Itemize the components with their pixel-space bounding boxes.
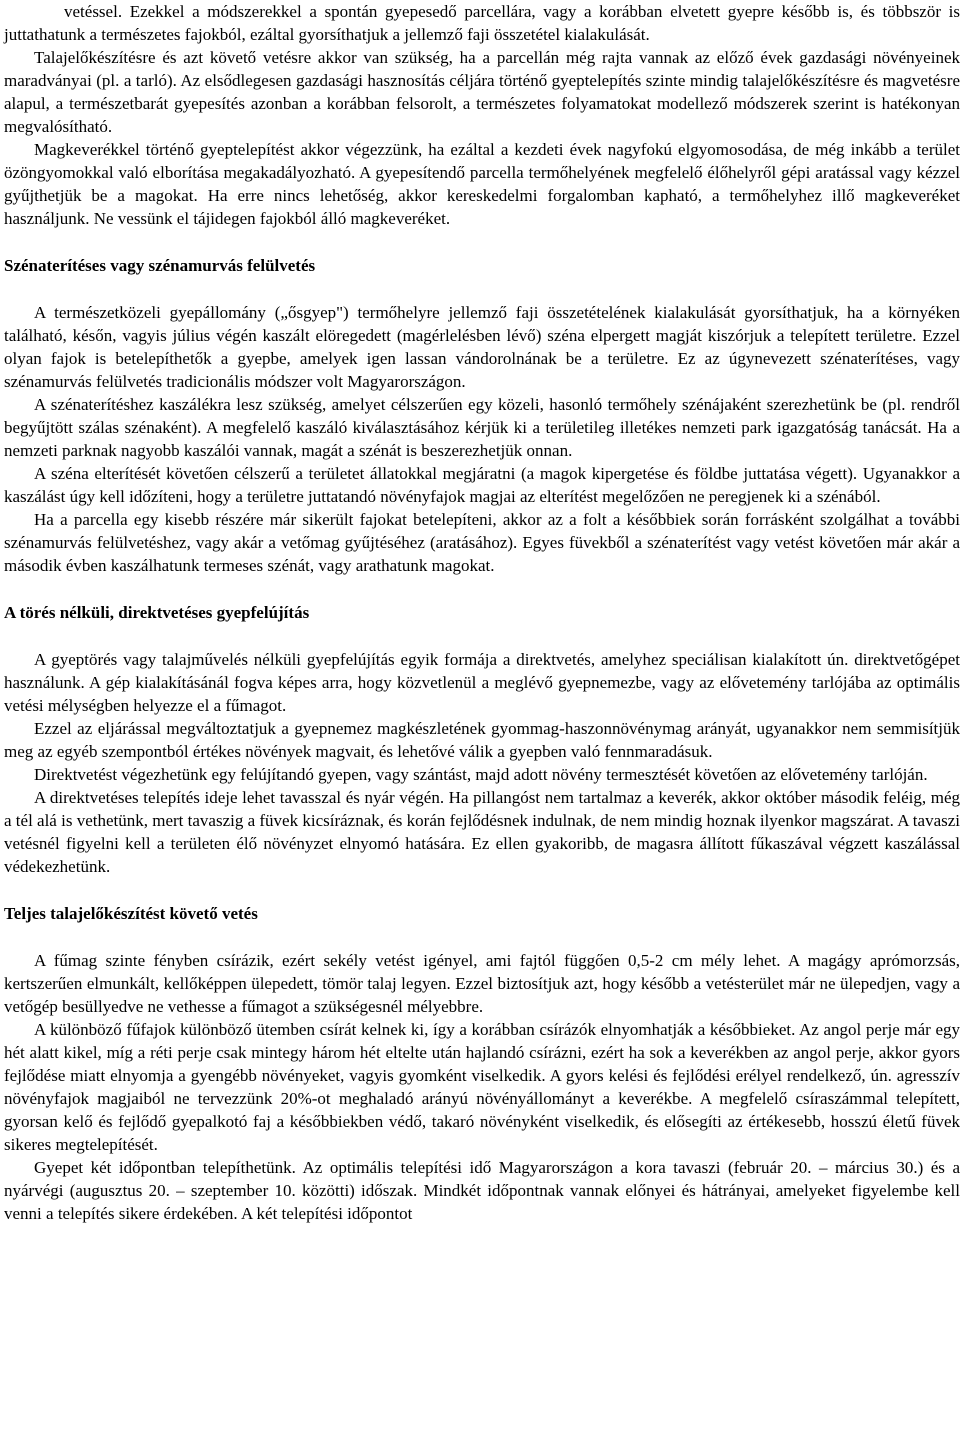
paragraph-continuation: vetéssel. Ezekkel a módszerekkel a spontán gyepesedő parcellára, vagy a korábban elvetett gyepre később is, és többször is juttathatunk a természetes fajokból, ezáltal gyorsíthatjuk a jellemző faji összetétel kialakulását. bbox=[4, 2, 960, 44]
paragraph-hay-1: A természetközeli gyepállomány („ősgyep") termőhelyre jellemző faji összetételének kialakulását gyorsíthatjuk, ha a környéken található, későn, vagyis július végén kaszált elöregedett (magérlelésben lévő) széna elpergett magját kiszórjuk a telepített területre. Ezzel olyan fajok is betelepíthetők a gyepbe, amelyek igen lassan vándorolnának be a területre. Ez az úgynevezett szénaterítéses, vagy szénamurvás felülvetés tradicionális módszer volt Magyarországon. bbox=[4, 303, 960, 391]
paragraph-direct-4: A direktvetéses telepítés ideje lehet tavasszal és nyár végén. Ha pillangóst nem tartalmaz a keverék, akkor október második feléig, még a tél alá is vethetünk, mert tavaszig a füvek kicsíráznak, és korán fejlődésnek indulnak, de nem mindig hoznak ilyenkor magszárat. A tavaszi vetésnél figyelni kell a területen élő növényzet elnyomó hatására. Ez ellen gyakoribb, de magasra állított fűkaszával végzett kaszálással védekezhetünk. bbox=[4, 788, 960, 876]
paragraph-hay-2: A szénaterítéshez kaszálékra lesz szükség, amelyet célszerűen egy közeli, hasonló termőhely szénájaként szerezhetünk be (pl. rendről begyűjtött szálas szénaként). A megfelelő kaszáló kiválasztásához kérjük ki a területileg illetékes nemzeti park igazgatóság tanácsát. Ha a nemzeti parknak nagyobb kaszálói vannak, magát a szénát is beszerezhetjük onnan. bbox=[4, 395, 960, 460]
paragraph-full-2: A különböző fűfajok különböző ütemben csírát kelnek ki, így a korábban csírázók elnyomhatják a későbbieket. Az angol perje már egy hét alatt kikel, míg a réti perje csak mintegy három hét eltelte után hajlandó csírázni, ezért ha sok a keverékben az angol perje, akkor gyors fejlődése miatt elnyomja a gyengébb növényeket, vagyis gyomként viselkedik. A gyors kelési és fejlődési erélyel rendelkező, ún. agresszív növényfajok magjaiból ne tervezzünk 20%-ot meghaladó arányú növényállományt a keverékbe. A megfelelő csíraszámmal telepített, gyorsan kelő és fejlődő gyepalkotó faj a későbbiekben védő, takaró növényként viselkedik, és elősegíti az értékesebb, hosszú életű füvek sikeres megtelepítését. bbox=[4, 1020, 960, 1154]
paragraph-full-3: Gyepet két időpontban telepíthetünk. Az optimális telepítési idő Magyarországon a kora tavaszi (február 20. – március 30.) és a nyárvégi (augusztus 20. – szeptember 10. közötti) időszak. Mindkét időpontnak vannak előnyei és hátrányai, amelyeket figyelembe kell venni a telepítés sikere érdekében. A két telepítési időpontot bbox=[4, 1158, 960, 1223]
paragraph-full-1: A fűmag szinte fényben csírázik, ezért sekély vetést igényel, ami fajtól függően 0,5-2 cm mély lehet. A magágy aprómorzsás, kertszerűen elmunkált, kellőképpen ülepedett, tömör talaj legyen. Ezzel biztosítjuk azt, hogy később a vetésterület már ne ülepedjen, vagy a vetőgép besüllyedve ne vethesse a fűmagot a szükségesnél mélyebbre. bbox=[4, 951, 960, 1016]
section-heading-full-preparation: Teljes talajelőkészítést követő vetés bbox=[4, 904, 258, 923]
paragraph-hay-3: A széna elterítését követően célszerű a területet állatokkal megjáratni (a magok kipergetése és földbe juttatása végett). Ugyanakkor a kaszálást úgy kell időzíteni, hogy a területre juttatandó növényfajok magjai az elterítést megelőzően ne peregjenek ki a szénából. bbox=[4, 464, 960, 506]
paragraph-hay-4: Ha a parcella egy kisebb részére már sikerült fajokat betelepíteni, akkor az a folt a későbbiek során forrásként szolgálhat a további szénamurvás felülvetéshez, vagy akár a vetőmag gyűjtéséhez (aratásához). Egyes füvekből a szénaterítést vagy vetést követően már akár a második évben kaszálhatunk termeses szénát, vagy arathatunk magokat. bbox=[4, 510, 960, 575]
paragraph-seed-mix: Magkeverékkel történő gyeptelepítést akkor végezzünk, ha ezáltal a kezdeti évek nagyfokú elgyomosodása, de még inkább a terület özöngyomokkal való elborítása megakadályozható. A gyepesítendő parcella termőhelyének megfelelő élőhelyről gépi aratással vagy kézzel gyűjthetjük be a magokat. Ha erre nincs lehetőség, akkor kereskedelmi forgalomban kapható, a termőhelyhez illő magkeveréket használjunk. Ne vessünk el tájidegen fajokból álló magkeveréket. bbox=[4, 140, 960, 228]
section-heading-direct-seeding: A törés nélküli, direktvetéses gyepfelújítás bbox=[4, 603, 310, 622]
paragraph-direct-2: Ezzel az eljárással megváltoztatjuk a gyepnemez magkészletének gyommag-haszonnövénymag arányát, ugyanakkor nem semmisítjük meg az egyéb szempontból értékes növények magvait, és lehetővé válik a gyepben való fennmaradásuk. bbox=[4, 719, 960, 761]
paragraph-soil-preparation: Talajelőkészítésre és azt követő vetésre akkor van szükség, ha a parcellán még rajta vannak az előző évek gazdasági növényeinek maradványai (pl. a tarló). Az elsődlegesen gazdasági hasznosítás céljára történő gyeptelepítés szinte mindig talajelőkészítésre és magvetésre alapul, a természetbarát gyepesítés azonban a korábban felsorolt, a természetes folyamatokat modellező módszerek szerint is hatékonyan megvalósítható. bbox=[4, 48, 960, 136]
paragraph-direct-1: A gyeptörés vagy talajművelés nélküli gyepfelújítás egyik formája a direktvetés, amelyhez speciálisan kialakított ún. direktvetőgépet használunk. A gép kialakításánál fogva képes arra, hogy közvetlenül a meglévő gyepnemezbe, vagy az elővetemény tarlójába az optimális vetési mélységben helyezze el a fűmagot. bbox=[4, 650, 960, 715]
section-heading-hay-spreading: Szénaterítéses vagy szénamurvás felülvetés bbox=[4, 256, 316, 275]
paragraph-direct-3: Direktvetést végezhetünk egy felújítandó gyepen, vagy szántást, majd adott növény termesztését követően az elővetemény tarlóján. bbox=[34, 765, 928, 784]
